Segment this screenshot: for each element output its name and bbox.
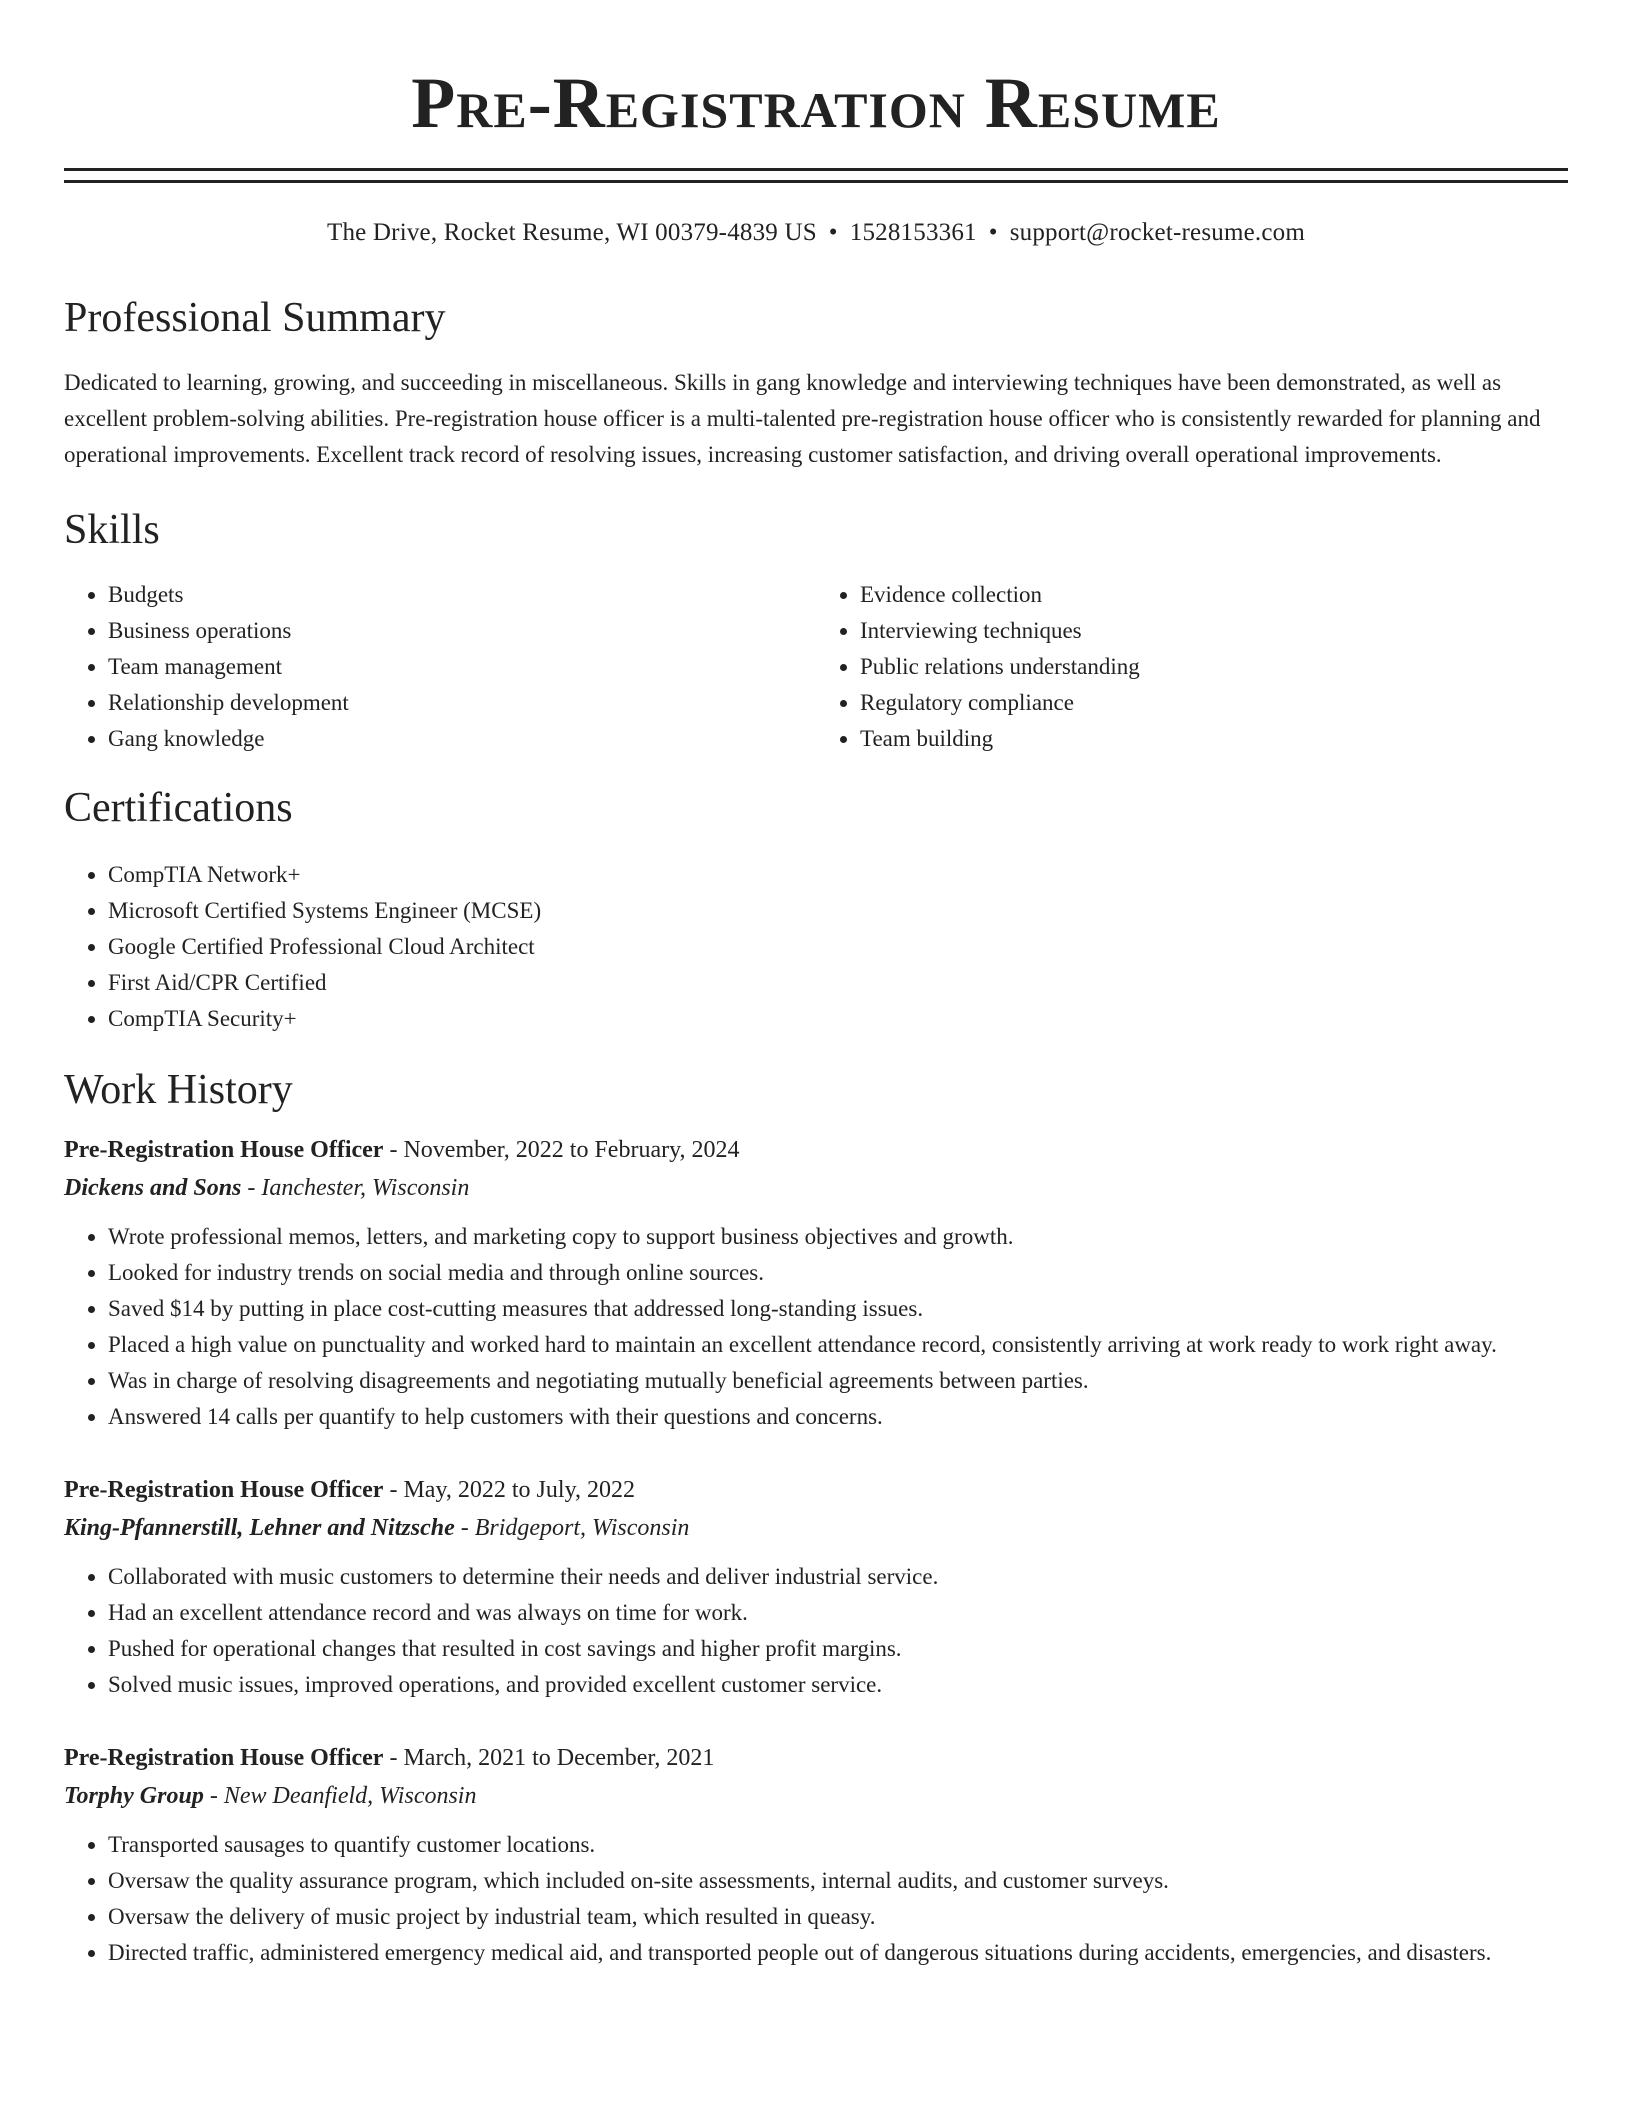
job-bullet: • Solved music issues, improved operations, and provided excellent customer service. <box>108 1667 1568 1703</box>
job-title: Pre-Registration House Officer <box>64 1477 384 1503</box>
dash: - <box>383 1477 404 1503</box>
skills-list-left <box>64 577 816 757</box>
company-location: New Deanfield, Wisconsin <box>223 1783 477 1809</box>
job-bullet: • Saved $14 by putting in place cost-cutting measures that addressed long-standing issues. <box>108 1291 1568 1327</box>
job-title: Pre-Registration House Officer <box>64 1137 384 1163</box>
job-dates: March, 2021 to December, 2021 <box>403 1745 715 1771</box>
dash: - <box>383 1745 404 1771</box>
job-bullet: • Collaborated with music customers to determine their needs and deliver industrial service. <box>108 1559 1568 1595</box>
job-bullet: • Wrote professional memos, letters, and marketing copy to support business objectives and growth. <box>108 1219 1568 1255</box>
certifications-heading: Certifications <box>64 785 293 831</box>
job-company-line <box>64 1509 1568 1547</box>
certification-item: • CompTIA Security+ <box>108 1001 1568 1037</box>
job-title-line <box>64 1739 1568 1777</box>
certifications-list <box>64 857 1568 1037</box>
job-title: Pre-Registration House Officer <box>64 1745 384 1771</box>
job-bullet: • Had an excellent attendance record and was always on time for work. <box>108 1595 1568 1631</box>
job-bullet: • Directed traffic, administered emergency medical aid, and transported people out of dangerous situations during accidents, emergencies, and disasters. <box>108 1935 1568 1971</box>
company-name: King-Pfannerstill, Lehner and Nitzsche <box>64 1515 455 1541</box>
job-bullets <box>64 1219 1568 1435</box>
dash: - <box>241 1175 262 1201</box>
job-title-line <box>64 1471 1568 1509</box>
job-bullet: • Placed a high value on punctuality and worked hard to maintain an excellent attendance record, consistently arriving at work ready to work right away. <box>108 1327 1568 1363</box>
job-bullet: • Pushed for operational changes that resulted in cost savings and higher profit margins. <box>108 1631 1568 1667</box>
contact-separator: • <box>828 219 838 246</box>
certification-item: • CompTIA Network+ <box>108 857 1568 893</box>
skill-item: • Team management <box>108 649 816 685</box>
job-title-line <box>64 1131 1568 1169</box>
job-bullet: • Oversaw the delivery of music project by industrial team, which resulted in queasy. <box>108 1899 1568 1935</box>
job-entry <box>64 1471 1568 1703</box>
skill-item: • Gang knowledge <box>108 721 816 757</box>
job-bullet: • Transported sausages to quantify customer locations. <box>108 1827 1568 1863</box>
summary-text: Dedicated to learning, growing, and succeeding in miscellaneous. Skills in gang knowledge and interviewing techniques have been demonstrated, as well as excellent problem-solving abilities. Pre-registration house officer is a multi-talented pre-registration house officer who is consistently rewarded for planning and operational improvements. Excellent track record of resolving issues, increasing customer satisfaction, and driving overall operational improvements. <box>64 370 1541 467</box>
dash: - <box>454 1515 475 1541</box>
contact-separator: • <box>988 219 998 246</box>
contact-address: The Drive, Rocket Resume, WI 00379-4839 US <box>327 219 817 246</box>
work-history-heading: Work History <box>64 1067 293 1113</box>
company-name: Torphy Group <box>64 1783 204 1809</box>
skill-item: • Budgets <box>108 577 816 613</box>
certification-item: • Microsoft Certified Systems Engineer (MCSE) <box>108 893 1568 929</box>
title-double-rule <box>64 168 1568 183</box>
job-dates: November, 2022 to February, 2024 <box>403 1137 740 1163</box>
skills-list-right <box>816 577 1568 757</box>
skill-item: • Business operations <box>108 613 816 649</box>
job-company-line <box>64 1169 1568 1207</box>
job-bullets <box>64 1559 1568 1703</box>
company-location: Ianchester, Wisconsin <box>261 1175 470 1201</box>
skill-item: • Public relations understanding <box>860 649 1568 685</box>
job-entry <box>64 1739 1568 1971</box>
job-company-line <box>64 1777 1568 1815</box>
dash: - <box>383 1137 404 1163</box>
summary-heading: Professional Summary <box>64 295 446 341</box>
skill-item: • Relationship development <box>108 685 816 721</box>
skill-item: • Evidence collection <box>860 577 1568 613</box>
job-bullet: • Was in charge of resolving disagreements and negotiating mutually beneficial agreements between parties. <box>108 1363 1568 1399</box>
skill-item: • Team building <box>860 721 1568 757</box>
dash: - <box>203 1783 224 1809</box>
skills-heading: Skills <box>64 507 160 553</box>
job-bullet: • Oversaw the quality assurance program, which included on-site assessments, internal audits, and customer surveys. <box>108 1863 1568 1899</box>
job-bullet: • Answered 14 calls per quantify to help customers with their questions and concerns. <box>108 1399 1568 1435</box>
job-bullet: • Looked for industry trends on social media and through online sources. <box>108 1255 1568 1291</box>
job-entry <box>64 1131 1568 1435</box>
company-location: Bridgeport, Wisconsin <box>474 1515 690 1541</box>
company-name: Dickens and Sons <box>64 1175 242 1201</box>
resume-title: Pre-Registration Resume <box>411 63 1221 143</box>
job-bullets <box>64 1827 1568 1971</box>
skill-item: • Interviewing techniques <box>860 613 1568 649</box>
certification-item: • Google Certified Professional Cloud Architect <box>108 929 1568 965</box>
contact-email: support@rocket-resume.com <box>1009 219 1305 246</box>
skill-item: • Regulatory compliance <box>860 685 1568 721</box>
job-dates: May, 2022 to July, 2022 <box>403 1477 636 1503</box>
certification-item: • First Aid/CPR Certified <box>108 965 1568 1001</box>
skills-columns <box>64 577 1568 757</box>
contact-line <box>64 217 1568 249</box>
contact-phone: 1528153361 <box>849 219 977 246</box>
